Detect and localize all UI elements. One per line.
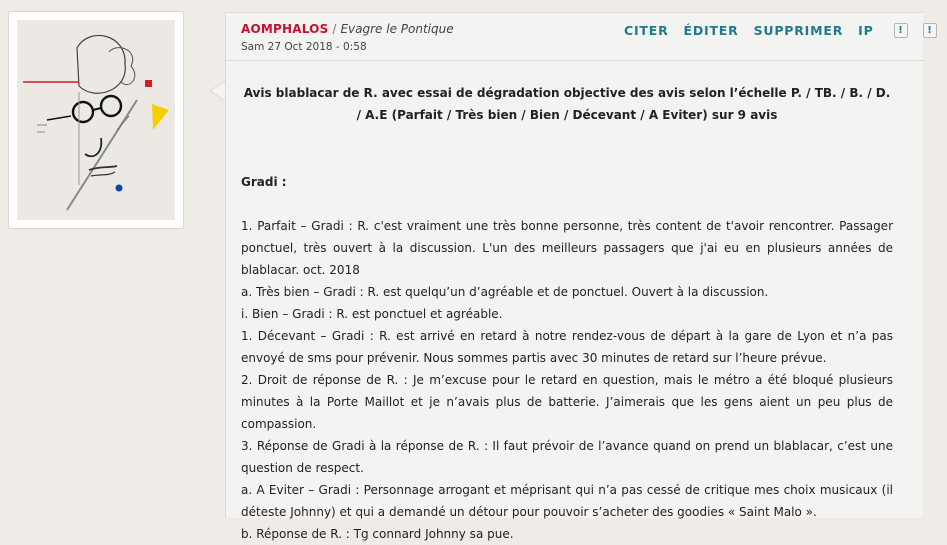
abstract-face-drawing-icon	[17, 20, 175, 220]
post-date: Sam 27 Oct 2018 - 0:58	[241, 41, 367, 53]
review-item: 3. Réponse de Gradi à la réponse de R. : Il faut prévoir de l’avance quand on prend un blablacar, c’est une question de respect.	[241, 439, 893, 475]
post-header	[226, 13, 932, 61]
warning-icon[interactable]: !	[923, 23, 937, 38]
review-item: 1. Décevant – Gradi : R. est arrivé en retard à notre rendez-vous de départ à la gare de Lyon et n’a pas envoyé de sms pour prévenir. Nous sommes partis avec 30 minutes de retard sur l’heure prévue.	[241, 329, 893, 365]
author-subtitle: Evagre le Pontique	[340, 22, 454, 36]
ip-button[interactable]: IP	[858, 23, 874, 38]
author-name[interactable]: AOMPHALOS	[241, 22, 329, 36]
post-pointer-fill	[211, 81, 226, 101]
author-line	[241, 22, 454, 36]
review-item: a. A Eviter – Gradi : Personnage arrogant et méprisant qui n’a pas cessé de critique mes choix musicaux (il déteste Johnny) et qui a demandé un détour pour pouvoir s’acheter des goodies « Saint Malo ».	[241, 483, 893, 519]
post-content	[241, 61, 893, 545]
report-icon[interactable]: !	[894, 23, 908, 38]
post-title: Avis blablacar de R. avec essai de dégradation objective des avis selon l’échelle P. / TB. / B. / D. / A.E (Parfait / Très bien / Bien / Décevant / A Eviter) sur 9 avis	[243, 86, 891, 122]
review-item: i. Bien – Gradi : R. est ponctuel et agréable.	[241, 307, 503, 321]
review-list	[241, 215, 893, 545]
review-item: b. Réponse de R. : Tg connard Johnny sa pue.	[241, 527, 514, 541]
post-actions	[624, 23, 947, 38]
quote-button[interactable]: CITER	[624, 23, 669, 38]
delete-button[interactable]: SUPPRIMER	[753, 23, 844, 38]
avatar[interactable]	[8, 11, 184, 229]
forum-post	[225, 12, 932, 541]
section-label: Gradi :	[241, 175, 287, 189]
review-item: 1. Parfait – Gradi : R. c'est vraiment une très bonne personne, très content de t'avoir rencontrer. Passager ponctuel, très ouvert à la discussion. L'un des meilleurs passagers que j'ai eu en plusieurs années de blablacar. oct. 2018	[241, 219, 893, 277]
edit-button[interactable]: ÉDITER	[683, 23, 739, 38]
review-item: 2. Droit de réponse de R. : Je m’excuse pour le retard en question, mais le métro a été bloqué plusieurs minutes à la Porte Maillot et je n’avais plus de batterie. J’aimerais que les gens aient un peu plus de compassion.	[241, 373, 893, 431]
review-item: a. Très bien – Gradi : R. est quelqu’un d’agréable et de ponctuel. Ouvert à la discussion.	[241, 285, 769, 299]
author-separator: /	[332, 22, 337, 36]
